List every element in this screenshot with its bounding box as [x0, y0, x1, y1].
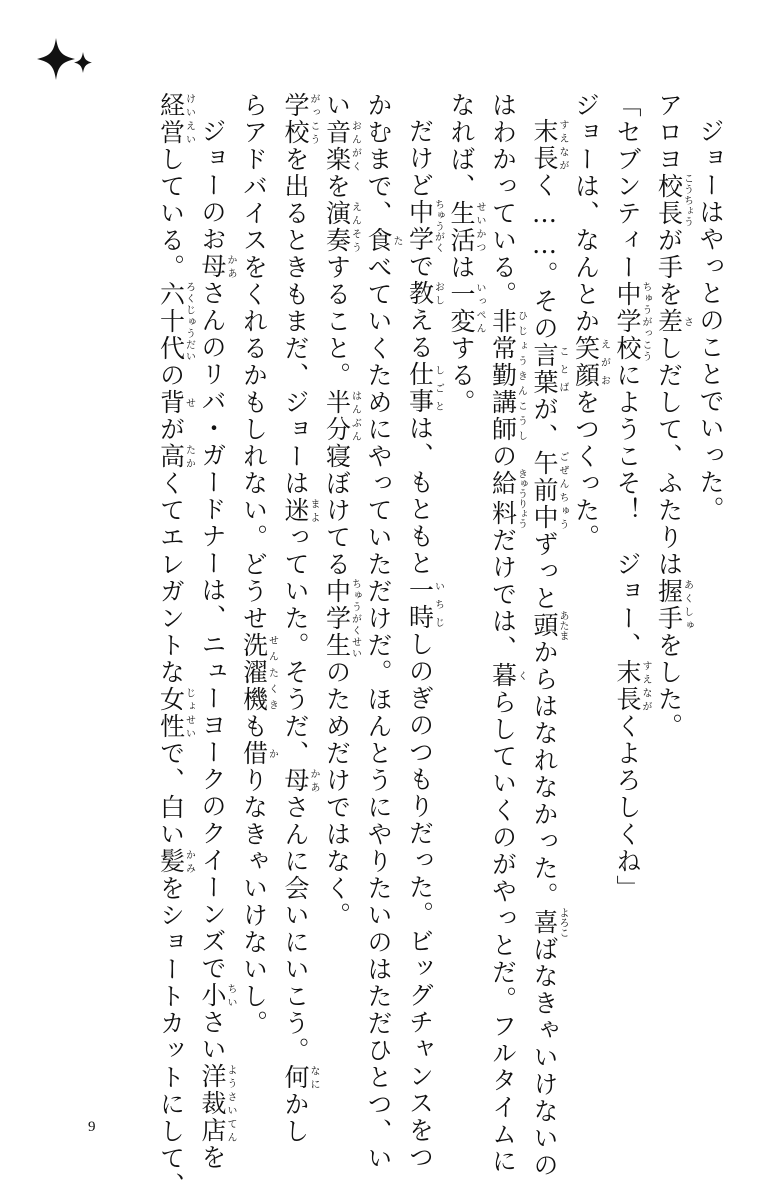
text-line: ジョーのお母かあさんのリバ・ガードナーは、ニューヨークのクイーンズで小ちいさい洋裁店ようさいてんを: [198, 118, 236, 1171]
page-number: 9: [88, 1119, 96, 1135]
text-line: 「セブンティー中学校ちゅうがっこうにようこそ！ ジョー、末長すえながくよろしくね」: [613, 92, 651, 902]
text-line: ジョーは、なんとか笑顔えがおをつくった。: [571, 92, 610, 551]
text-line: 学校がっこうを出るときもまだ、ジョーは迷まよっていた。そうだ、母かあさんに会いにいこう。何なにかし: [281, 92, 319, 1145]
text-line: はわかっている。非常勤講師ひじょうきんこうしの給料きゅうりょうだけでは、暮くらしていくのがやっとだ。フルタイムに: [488, 92, 527, 1175]
text-line: アロヨ校長こうちょうが手を差さしだして、ふたりは握手あくしゅをした。: [654, 92, 693, 740]
text-line: かむまで、食たべていくためにやっていただけだ。ほんとうにやりたいのはただひとつ、い: [364, 92, 402, 1172]
text-line: なれば、生活せいかつは一変いっぺんする。: [447, 92, 485, 416]
text-line: 経営けいえいしている。六十代ろくじゅうだいの背せが高たかくてエレガントな女性じょせいで、白い髪かみをショートカットにして、: [156, 92, 195, 1199]
text-line: ジョーはやっとのことでいった。: [696, 118, 725, 523]
text-line: い音楽おんがくを演奏えんそうすること。半分はんぶん寝ぼけてる中学生ちゅうがくせいのためだけではなく。: [322, 92, 361, 929]
text-line: だけど中学ちゅうがくで教おしえる仕事しごとは、もともと一時いちじしのぎのつもりだった。ビッグチャンスをつ: [405, 118, 444, 1171]
sparkle-icon: [30, 28, 100, 98]
text-line: らアドバイスをくれるかもしれない。どうせ洗濯機せんたくきも借かりなきゃいけないし。: [239, 92, 278, 1037]
text-line: 末長すえながく……。その言葉ことばが、午前中ごぜんちゅうずっと頭あたまからはなれなかった。喜よろこばなきゃいけないの: [530, 118, 568, 1179]
vertical-text-body: [83, 92, 725, 1199]
